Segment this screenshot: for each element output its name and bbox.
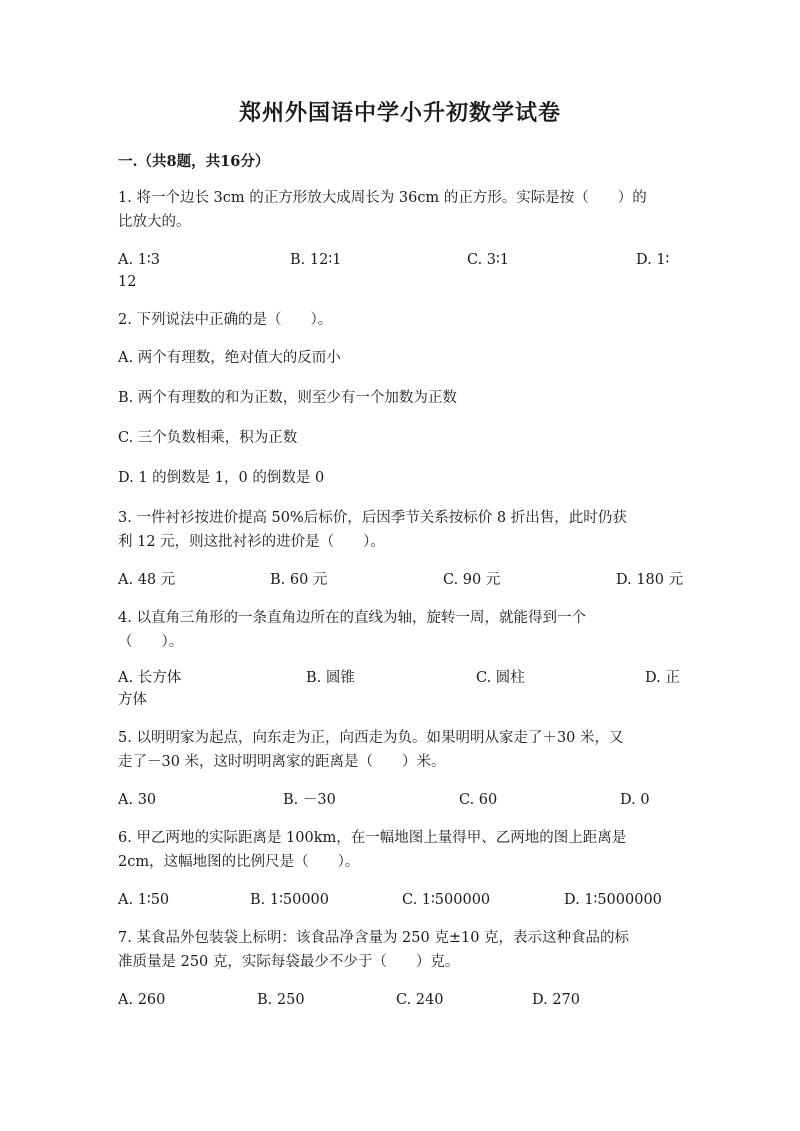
q1-stem-line1: 1. 将一个边长 3cm 的正方形放大成周长为 36cm 的正方形。实际是按（ ）的 [118,190,647,206]
q7-stem-line1: 7. 某食品外包装袋上标明：该食品净含量为 250 克±10 克，表示这种食品的标 [118,930,630,946]
section-heading: 一.（共8题，共16分） [118,153,270,170]
q7-stem-line2: 准质量是 250 克，实际每袋最少不少于（ ）克。 [118,954,460,970]
q5-option-b: B. －30 [283,792,336,808]
exam-title: 郑州外国语中学小升初数学试卷 [238,100,561,126]
q7-option-c: C. 240 [396,992,444,1008]
q4-stem-line1: 4. 以直角三角形的一条直角边所在的直线为轴，旋转一周，就能得到一个 [118,610,586,626]
q4-option-d-cont: 方体 [118,692,147,708]
q3-option-a: A. 48 元 [118,572,176,588]
q2-option-c: C. 三个负数相乘，积为正数 [118,430,298,446]
q5-option-d: D. 0 [620,792,650,808]
q7-option-d: D. 270 [532,992,581,1008]
q1-option-d-cont: 12 [118,274,137,290]
q3-option-b: B. 60 元 [270,572,328,588]
q2-option-a: A. 两个有理数，绝对值大的反而小 [118,350,341,366]
q4-options [118,666,680,690]
q4-option-c: C. 圆柱 [476,670,525,686]
q4-stem-line2: （ ）。 [118,634,184,650]
q5-option-c: C. 60 [459,792,498,808]
q2-stem: 2. 下列说法中正确的是（ ）。 [118,312,333,328]
q1-stem-line2: 比放大的。 [118,214,191,230]
q1-options [118,248,680,272]
q3-stem-line1: 3. 一件衬衫按进价提高 50%后标价，后因季节关系按标价 8 折出售，此时仍获 [118,510,627,526]
q2-option-d: D. 1 的倒数是 1，0 的倒数是 0 [118,470,325,486]
q6-option-a: A. 1∶50 [118,892,170,908]
q6-option-b: B. 1∶50000 [250,892,329,908]
q1-option-c: C. 3∶1 [467,252,510,268]
q7-option-a: A. 260 [118,992,166,1008]
q3-option-d: D. 180 元 [616,572,684,588]
q1-option-b: B. 12∶1 [290,252,342,268]
q7-options [118,988,680,1012]
q4-option-a: A. 长方体 [118,670,182,686]
q5-stem-line2: 走了－30 米，这时明明离家的距离是（ ）米。 [118,754,446,770]
q3-stem-line2: 利 12 元，则这批衬衫的进价是（ ）。 [118,534,385,550]
q4-option-d: D. 正 [645,670,680,686]
q3-option-c: C. 90 元 [443,572,501,588]
q1-option-d: D. 1∶ [636,252,670,268]
q6-option-c: C. 1∶500000 [402,892,491,908]
q5-options [118,788,680,812]
q6-option-d: D. 1∶5000000 [564,892,662,908]
q4-option-b: B. 圆锥 [306,670,355,686]
q1-option-a: A. 1∶3 [118,252,160,268]
q5-stem-line1: 5. 以明明家为起点，向东走为正，向西走为负。如果明明从家走了＋30 米，又 [118,730,624,746]
q6-stem-line1: 6. 甲乙两地的实际距离是 100km，在一幅地图上量得甲、乙两地的图上距离是 [118,830,627,846]
q6-options [118,888,680,912]
q7-option-b: B. 250 [257,992,305,1008]
q6-stem-line2: 2cm，这幅地图的比例尺是（ ）。 [118,854,360,870]
q3-options [118,568,684,592]
q2-option-b: B. 两个有理数的和为正数，则至少有一个加数为正数 [118,390,457,406]
q5-option-a: A. 30 [118,792,157,808]
